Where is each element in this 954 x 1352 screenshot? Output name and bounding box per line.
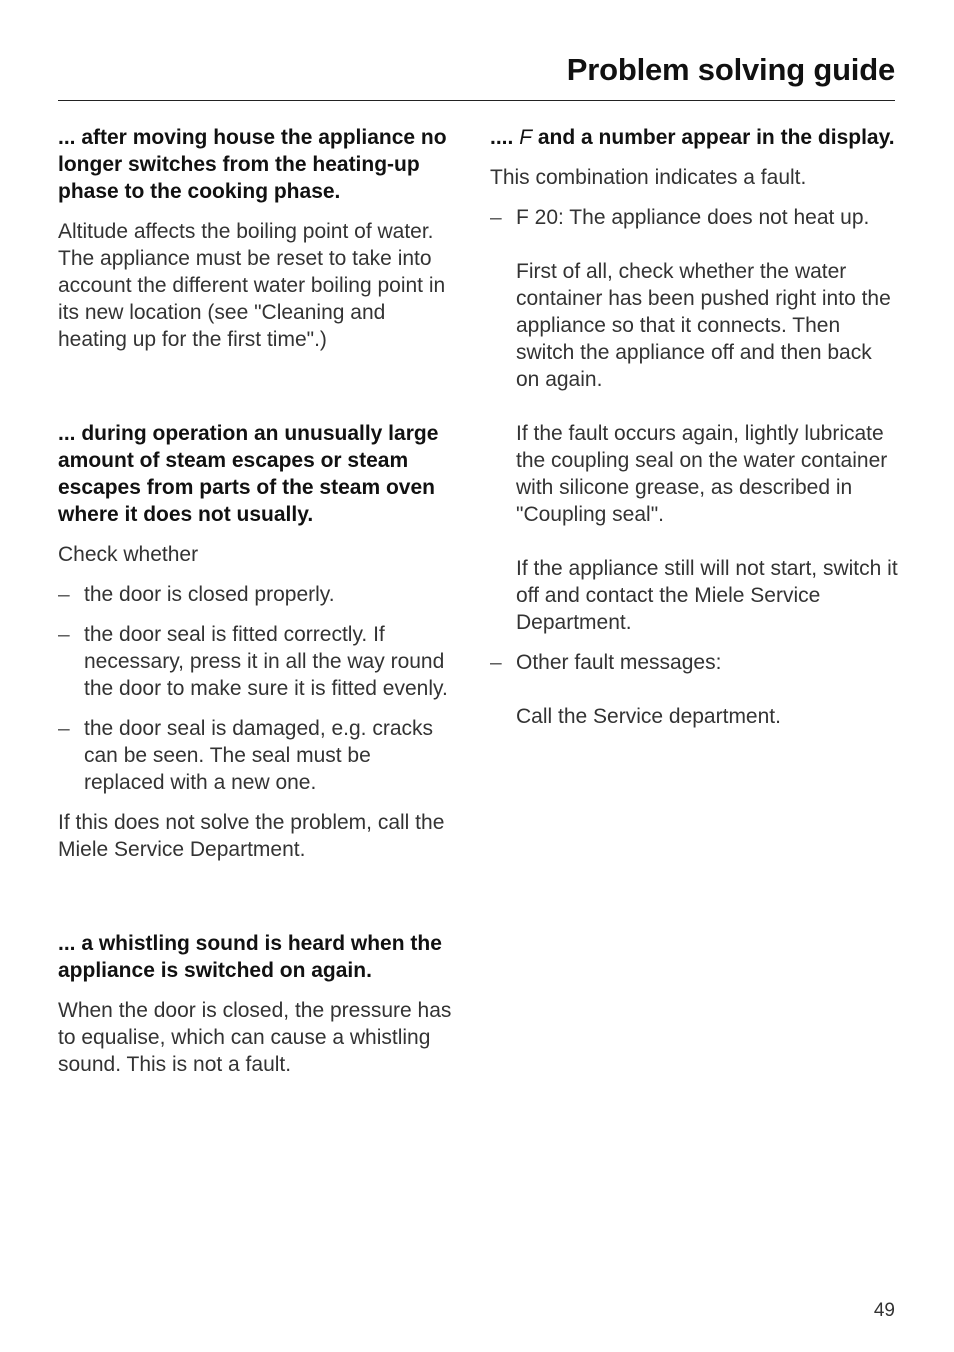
section-steam <box>58 420 453 863</box>
dash-bullet: – <box>58 583 70 606</box>
section-intro: Check whether <box>58 543 199 566</box>
page-number: 49 <box>873 1300 895 1321</box>
list-item <box>490 649 900 730</box>
section-heading <box>490 124 900 151</box>
check-list <box>58 581 453 796</box>
list-item-text: the door seal is fitted correctly. If necessary, press it in all the way round the door to make sure it is fitted evenly. <box>84 623 448 700</box>
section-intro: This combination indicates a fault. <box>490 166 807 189</box>
list-item-text: Other fault messages: <box>516 651 722 674</box>
dash-bullet: – <box>490 206 502 229</box>
list-item-text: First of all, check whether the water container has been pushed right into the appliance so that it connects. Then switch the appliance off and then back on again. <box>516 260 891 391</box>
dash-bullet: – <box>58 717 70 740</box>
section-spacer <box>58 366 453 420</box>
list-item <box>58 715 453 796</box>
section-heading: ... after moving house the appliance no longer switches from the heating-up phase to the cooking phase. <box>58 126 447 203</box>
list-item-text: the door seal is damaged, e.g. cracks can be seen. The seal must be replaced with a new one. <box>84 717 434 794</box>
section-body: Altitude affects the boiling point of water. The appliance must be reset to take into account the different water boiling point in its new location (see "Cleaning and heating up for the first time".) <box>58 220 446 351</box>
list-item-text: If the appliance still will not start, switch it off and contact the Miele Service Department. <box>516 557 898 634</box>
fault-symbol: F <box>519 126 533 149</box>
list-item <box>58 621 453 702</box>
dash-bullet: – <box>58 623 70 646</box>
heading-rest: and a number appear in the display. <box>537 126 895 149</box>
list-item-text: F 20: The appliance does not heat up. <box>516 206 870 229</box>
section-heading: ... a whistling sound is heard when the appliance is switched on again. <box>58 932 442 982</box>
section-whistling <box>58 930 453 1078</box>
right-column <box>490 124 900 743</box>
dash-bullet: – <box>490 651 502 674</box>
list-item <box>490 204 900 636</box>
left-column <box>58 124 453 1091</box>
page-title: Problem solving guide <box>566 52 895 87</box>
list-item-text: the door is closed properly. <box>84 583 335 606</box>
heading-prefix: .... <box>490 126 514 149</box>
header-rule <box>58 100 895 101</box>
list-item-text: Call the Service department. <box>516 705 781 728</box>
section-outro: If this does not solve the problem, call the Miele Service Department. <box>58 811 445 861</box>
list-item <box>58 581 453 608</box>
list-item-text: If the fault occurs again, lightly lubricate the coupling seal on the water container with silicone grease, as described in "Coupling seal". <box>516 422 888 526</box>
section-body: When the door is closed, the pressure has to equalise, which can cause a whistling sound. This is not a fault. <box>58 999 452 1076</box>
section-altitude <box>58 124 453 353</box>
fault-list <box>490 204 900 730</box>
section-heading: ... during operation an unusually large amount of steam escapes or steam escapes from parts of the steam oven where it does not usually. <box>58 422 439 526</box>
section-spacer <box>58 876 453 930</box>
